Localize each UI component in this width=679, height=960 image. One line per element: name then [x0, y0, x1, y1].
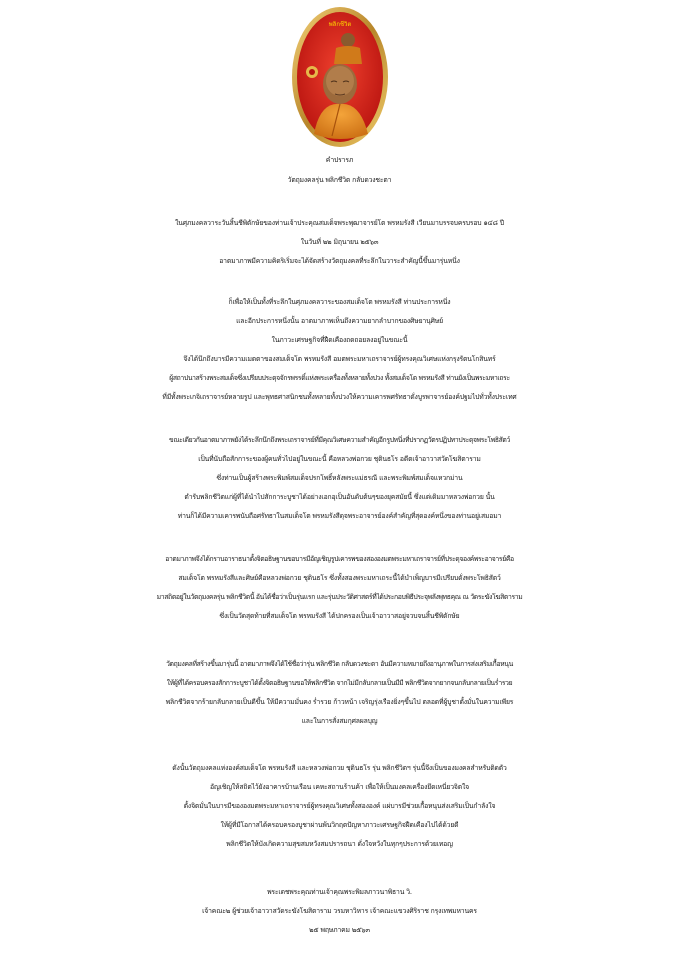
amulet-medallion: [290, 4, 390, 150]
paragraph-line: สมเด็จโต พรหมรังสีและศิษย์คือหลวงพ่อกวย ชุตินธโร ซึ่งทั้งสองพระมหาเถระนี้ได้บำเพ็ญบารมีเปรียบดั่งพระโพธิสัตว์: [178, 574, 501, 582]
signature-name: พระเดชพระคุณท่านเจ้าคุณพระพิมลภาวนาพิธาน วิ.: [267, 888, 412, 896]
small-monk-head: [341, 33, 355, 47]
paragraph-4: [0, 550, 679, 626]
paragraph-line: อาตมาภาพมีความคิดริเริ่มจะได้จัดสร้างวัตถุมงคลที่ระลึกในวาระสำคัญนี้ขึ้นมารุ่นหนึ่ง: [219, 257, 460, 265]
paragraph-line: ขณะเดียวกันอาตมาภาพยังได้ระลึกนึกถึงพระเถราจารย์ที่มีคุณวิเศษความสำคัญอีกรูปหนึ่งที่ปรากฏวัตรปฏิปทาประดุจพระโพธิสัตว์: [169, 436, 510, 444]
paragraph-line: อาตมาภาพจึงได้กราบอาราธนาตั้งจิตอธิษฐานขอบารมีอัญเชิญรูปเคารพของสององมตพระมหาเถราจารย์ที่ประดุจองค์พระอาจารย์คือ: [165, 555, 514, 563]
paragraph-line: มาสถิตอยู่ในวัตถุมงคลรุ่น พลิกชีวิตนี้ อันได้ชื่อว่าเป็นรุ่นแรก และรุ่นประวัติศาสตร์ที่ได้ประกอบพิธีประจุพลังพุทธคุณ ณ วัดระฆังโฆสิตาราม: [156, 593, 523, 601]
paragraph-line: ซึ่งเป็นวัดสุดท้ายที่สมเด็จโต พรหมรังสี ได้ปกครองเป็นเจ้าอาวาสอยู่จวบจนสิ้นชีพิตักษัย: [219, 612, 460, 620]
paragraph-line: ในวันที่ ๒๒ มิถุนายน ๒๕๖๓: [300, 238, 379, 246]
paragraph-line: ก็เพื่อให้เป็นทั้งที่ระลึกในศุภมงคลวาระของสมเด็จโต พรหมรังสี ท่านประการหนึ่ง: [228, 298, 451, 306]
signature-block: [0, 883, 679, 940]
paragraph-1: [0, 214, 679, 271]
paragraph-line: ตำรับพลิกชีวิตแก่ผู้ที่ได้นำไปสักการะบูชาได้อย่างเอกอุเป็นอันดับต้นๆของยุคสมัยนี้ ซึ่งแต่เดิมมาหลวงพ่อกวย นั้น: [184, 493, 495, 501]
preface-title: คำปรารภ: [325, 156, 354, 164]
paragraph-3: [0, 431, 679, 526]
paragraph-6: [0, 759, 679, 854]
paragraph-line: ดังนั้นวัตถุมงคลแห่งองค์สมเด็จโต พรหมรังสี และหลวงพ่อกวย ชุตินธโร รุ่น พลิกชีวิตฯ รุ่นนี้จึงเป็นของมงคลสำหรับติดตัว: [172, 764, 507, 772]
preface-subtitle: วัตถุมงคลรุ่น พลิกชีวิต กลับดวงชะตา: [287, 176, 392, 184]
paragraph-5: [0, 655, 679, 731]
gold-emblem-icon: [306, 66, 318, 78]
paragraph-line: และอีกประการหนึ่งนั้น อาตมาภาพเห็นถึงความยากลำบากของศิษยานุศิษย์: [236, 317, 443, 325]
paragraph-line: พลิกชีวิตจากร้ายกลับกลายเป็นดีขึ้น ให้มีความมั่นคง ร่ำรวย ก้าวหน้า เจริญรุ่งเรืองยิ่งๆขึ้นไป ตลอดที่ผู้บูชาตั้งมั่นในความเพียร: [165, 698, 514, 706]
paragraph-2: [0, 293, 679, 407]
paragraph-line: ซึ่งท่านเป็นผู้สร้างพระพิมพ์สมเด็จปรกโพธิ์หลังพระแม่ธรณี และพระพิมพ์สมเด็จแหวกม่าน: [216, 474, 463, 482]
paragraph-line: ผู้สถาปนาสร้างพระสมเด็จซึ่งเปรียบประดุจจักรพรรดิ์แห่งพระเครื่องทั้งหลายทั้งปวง ทั้งสมเด็จโต พรหมรังสี ท่านยังเป็นพระมหาเถระ: [169, 374, 510, 382]
signature-position: เจ้าคณะ๒ ผู้ช่วยเจ้าอาวาสวัดระฆังโฆสิตาราม วรมหาวิหาร เจ้าคณะแขวงศิริราช กรุงเทพมหานคร: [202, 907, 477, 915]
paragraph-line: วัตถุมงคลที่สร้างขึ้นมารุ่นนี้ อาตมาภาพจึงได้ใช้ชื่อว่ารุ่น พลิกชีวิต กลับดวงชะตา อันมีความหมายถึงอานุภาพในการส่งเสริมเกื้อหนุน: [166, 660, 513, 668]
paragraph-line: ตั้งจิตมั่นในบารมีขององมตพระมหาเถราจารย์ผู้ทรงคุณวิเศษทั้งสององค์ แผ่บารมีช่วยเกื้อหนุนส่งเสริมเป็นกำลังใจ: [183, 802, 496, 810]
amulet-image: [290, 4, 390, 150]
paragraph-line: ในภาวะเศรษฐกิจที่ฝืดเคืองถดถอยลงอยู่ในขณะนี้: [271, 336, 408, 344]
preface-heading: [0, 150, 679, 190]
signature-date: ๒๕ พฤษภาคม ๒๕๖๓: [309, 926, 370, 934]
paragraph-line: พลิกชีวิตให้บังเกิดความสุขสมหวังสมปรารถนา ดั่งใจหวังในทุกๆประการด้วยเทอญ: [226, 840, 453, 848]
paragraph-line: จึงได้นึกถึงบารมีความเมตตาของสมเด็จโต พรหมรังสี อมตพระมหาเถราจารย์ผู้ทรงคุณวิเศษแห่งกรุงรัตนโกสินทร์: [183, 355, 496, 363]
small-monk-robe: [334, 46, 362, 64]
paragraph-line: ให้ผู้ที่ได้ครอบครองสักการะบูชาได้ตั้งจิตอธิษฐานขอให้พลิกชีวิต จากไม่มีกลับกลายเป็นมีมี พลิกชีวิตจากยากจนกลับกลายเป็นร่ำรวย: [166, 679, 513, 687]
paragraph-line: ท่านก็ได้มีความเคารพนับถือศรัทธาในสมเด็จโต พรหมรังสีดุจพระอาจารย์องค์สำคัญที่สุดองค์หนึ่งของท่านอยู่เสมอมา: [177, 512, 502, 520]
paragraph-line: และในการสั่งสมกุศลผลบุญ: [301, 717, 378, 725]
paragraph-line: อัญเชิญให้สถิตไว้ยังอาคารบ้านเรือน เคหะสถานร้านค้า เพื่อให้เป็นมงคลเครื่องยึดเหนี่ยวจิตใจ: [210, 783, 469, 791]
paragraph-line: ให้ผู้ที่มีโอกาสได้ครอบครองบูชาผ่านพ้นวิกฤตปัญหาภาวะเศรษฐกิจฝืดเคืองไปได้ด้วยดี: [220, 821, 459, 829]
paragraph-line: เป็นที่นับถือสักการะของผู้คนทั่วไปอยู่ในขณะนี้ คือหลวงพ่อกวย ชุตินธโร อดีตเจ้าอาวาสวัดโฆสิตาราม: [198, 455, 481, 463]
paragraph-line: ที่มีทั้งพระเกจิเถราจารย์หลายรูป และพุทธศาสนิกชนทั้งหลายทั้งปวงให้ความเคารพศรัทธาดั่งบูรพาจารย์องค์ปฐมไปทั่วทั้งประเทศ: [162, 393, 517, 401]
paragraph-line: ในศุภมงคลวาระวันสิ้นชีพิตักษัยของท่านเจ้าประคุณสมเด็จพระพุฒาจารย์โต พรหมรังสี เวียนมาบรรจบครบรอบ ๑๔๘ ปี: [175, 219, 504, 227]
amulet-caption: พลิกชีวิต: [328, 21, 352, 28]
